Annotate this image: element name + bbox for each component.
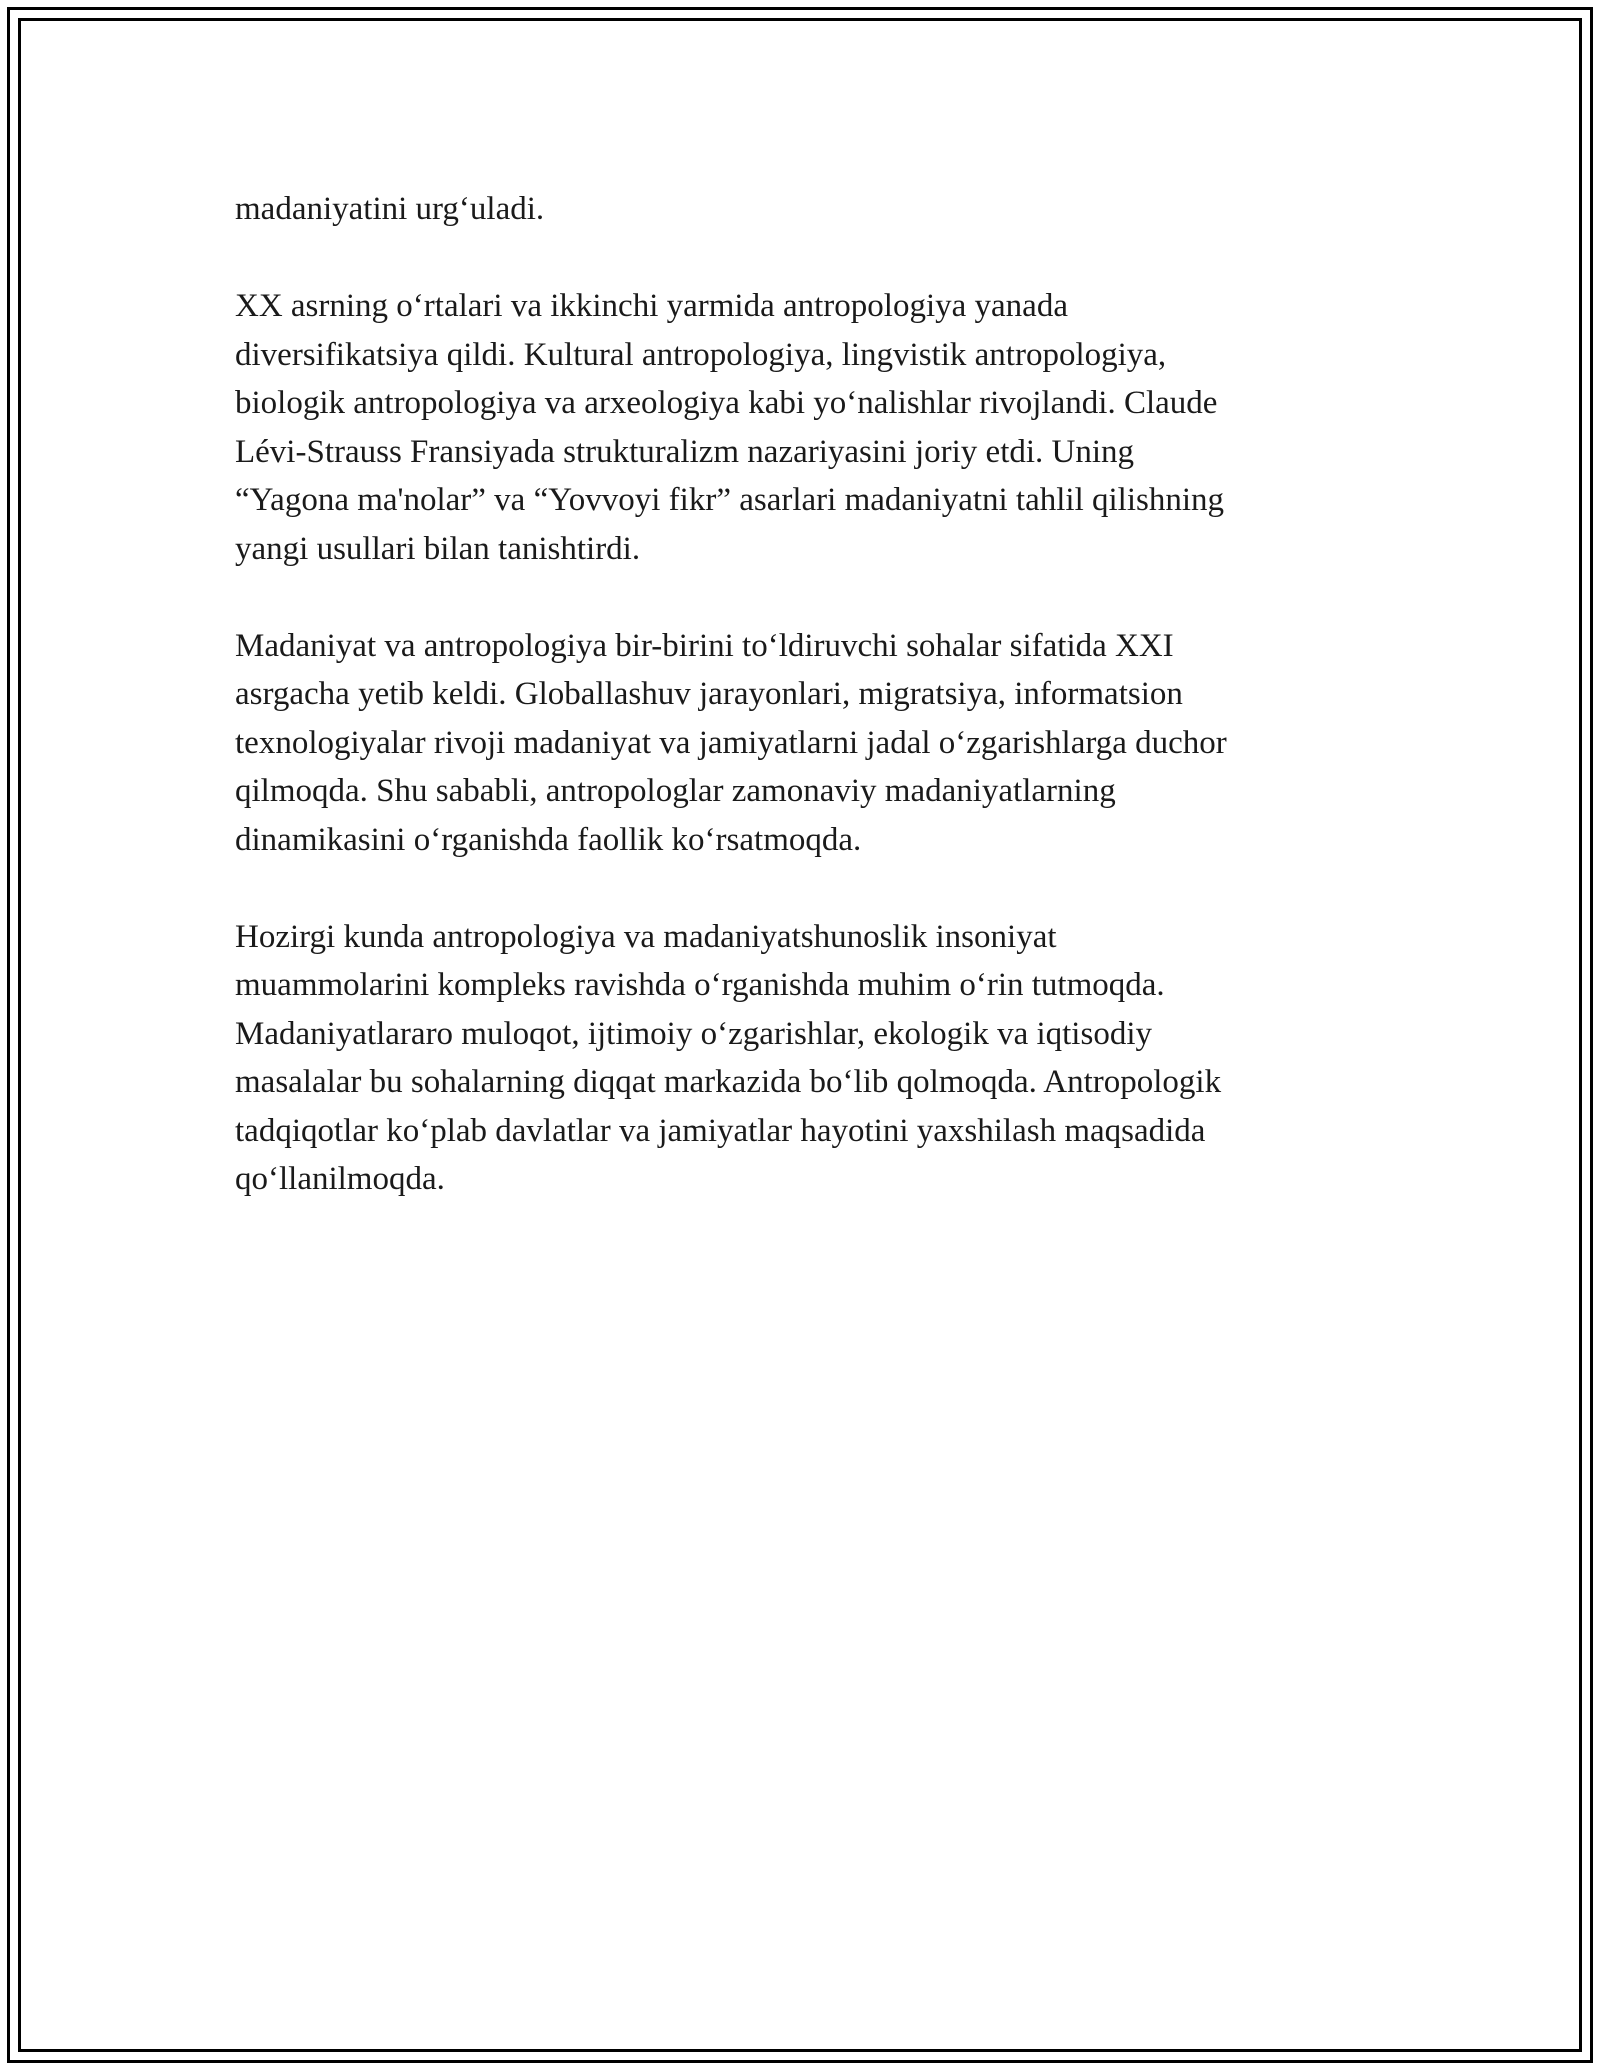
text-line: “Yagona ma'nolar” va “Yovvoyi fikr” asarlari madaniyatni tahlil qilishning (235, 482, 1225, 518)
text-line: tadqiqotlar ko‘plab davlatlar va jamiyatlar hayotini yaxshilash maqsadida (235, 1112, 1206, 1149)
text-line: qilmoqda. Shu sababli, antropologlar zamonaviy madaniyatlarning (235, 773, 1116, 809)
text-line: biologik antropologiya va arxeologiya kabi yo‘nalishlar rivojlandi. Claude (235, 385, 1218, 421)
paragraph-1 (235, 185, 1365, 234)
document-body (235, 185, 1365, 1252)
paragraph-2 (235, 282, 1365, 573)
text-line: qo‘llanilmoqda. (235, 1161, 445, 1197)
paragraph-3 (235, 622, 1365, 865)
text-line: muammolarini kompleks ravishda o‘rganishda muhim o‘rin tutmoqda. (235, 967, 1165, 1003)
text-line: Lévi-Strauss Fransiyada strukturalizm nazariyasini joriy etdi. Uning (235, 433, 1135, 470)
text-line: masalalar bu sohalarning diqqat markazida bo‘lib qolmoqda. Antropologik (235, 1064, 1222, 1100)
text-line: texnologiyalar rivoji madaniyat va jamiyatlarni jadal o‘zgarishlarga duchor (235, 724, 1227, 761)
text-line: madaniyatini urg‘uladi. (235, 191, 545, 227)
text-line: yangi usullari bilan tanishtirdi. (235, 530, 641, 567)
text-line: Hozirgi kunda antropologiya va madaniyatshunoslik insoniyat (235, 918, 1057, 955)
paragraph-4 (235, 913, 1365, 1204)
text-line: Madaniyat va antropologiya bir-birini to‘ldiruvchi sohalar sifatida XXI (235, 627, 1174, 664)
text-line: XX asrning o‘rtalari va ikkinchi yarmida antropologiya yanada (235, 288, 1068, 324)
text-line: diversifikatsiya qildi. Kultural antropologiya, lingvistik antropologiya, (235, 336, 1167, 373)
text-line: dinamikasini o‘rganishda faollik ko‘rsatmoqda. (235, 821, 862, 858)
text-line: Madaniyatlararo muloqot, ijtimoiy o‘zgarishlar, ekologik va iqtisodiy (235, 1015, 1152, 1052)
text-line: asrgacha yetib keldi. Globallashuv jarayonlari, migratsiya, informatsion (235, 676, 1183, 712)
